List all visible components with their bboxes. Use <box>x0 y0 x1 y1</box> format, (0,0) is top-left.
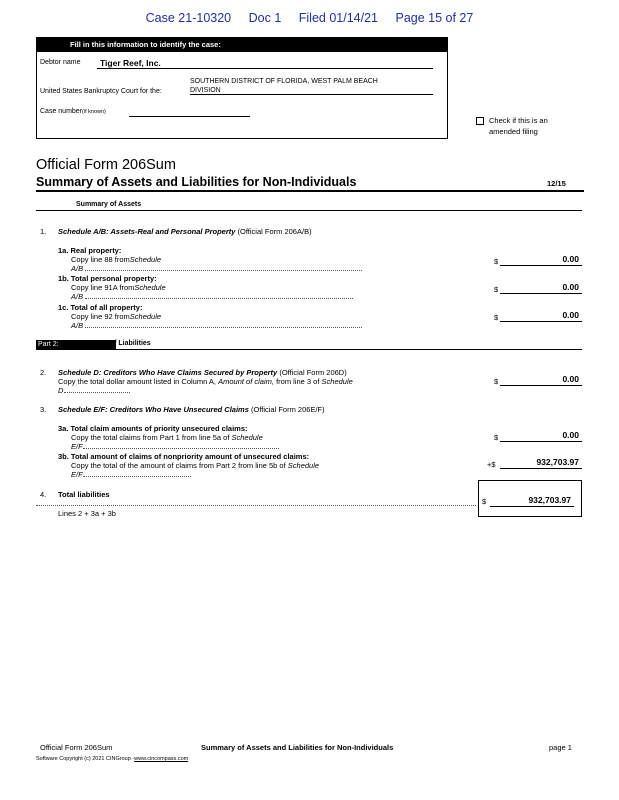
total-amount-line <box>490 506 574 507</box>
amended-label-line1: Check if this is an <box>489 116 548 125</box>
item-2-heading <box>58 368 347 377</box>
amended-filing-checkbox[interactable] <box>476 117 484 125</box>
form-version: 12/15 <box>547 179 566 188</box>
item-1-heading <box>58 227 312 236</box>
item-3b-leader <box>83 476 191 477</box>
footer-title: Summary of Assets and Liabilities for Non-Individuals <box>201 743 394 752</box>
debtor-name-field[interactable] <box>97 58 433 69</box>
copyright-text: Software Copyright (c) 2021 CINGroup - <box>36 756 135 762</box>
item-2-text-b: from line 3 of <box>276 377 320 386</box>
debtor-name-value: Tiger Reef, Inc. <box>100 58 161 68</box>
item-1b-copy-text: Copy line 91A from <box>71 283 135 292</box>
item-3a-amount: 0.00 <box>562 430 579 440</box>
item-3b-amount-line <box>500 468 582 469</box>
item-1b-leader <box>85 298 353 299</box>
item-1c-schedule: Schedule <box>129 312 162 321</box>
item-3a-dollar: $ <box>494 433 499 442</box>
footer-copyright <box>36 756 188 762</box>
item-3b-copy-text: Copy the total of the amount of claims from Part 2 from line 5b of <box>71 461 286 470</box>
item-1b-schedule: Schedule <box>134 283 166 292</box>
item-4-number: 4. <box>40 490 47 499</box>
case-identification-box <box>36 37 448 139</box>
item-1c-dollar: $ <box>494 313 499 322</box>
item-1a-leader <box>85 270 362 271</box>
item-3b-prefix: +$ <box>487 460 496 469</box>
court-value-line2: DIVISION <box>190 87 221 94</box>
item-1a-dollar: $ <box>494 257 499 266</box>
item-2-ref: (Official Form 206D) <box>279 368 347 377</box>
item-3a-amount-line <box>500 441 582 442</box>
item-3b-ef: E/F <box>71 470 83 479</box>
item-1b-amount-line <box>500 293 582 294</box>
doc-number: Doc 1 <box>248 11 282 25</box>
item-2-text-a: Copy the total dollar amount listed in Column A, <box>58 377 217 386</box>
assets-rule <box>36 210 582 211</box>
title-rule <box>36 190 584 192</box>
item-1b-amount: 0.00 <box>562 282 579 292</box>
item-1c-label: 1c. Total of all property: <box>58 303 143 312</box>
item-3a-leader <box>83 448 279 449</box>
item-2-dollar: $ <box>494 377 499 386</box>
item-1c-amount-line <box>500 321 582 322</box>
case-number-label-group <box>40 108 106 115</box>
item-3a-label: 3a. Total claim amounts of priority unsecured claims: <box>58 424 248 433</box>
part-2-label: Part 2: <box>38 341 59 348</box>
item-2-schedule2: Schedule <box>321 377 353 386</box>
item-2-amount: 0.00 <box>562 374 579 384</box>
item-1b-copy <box>71 283 166 292</box>
case-number-field[interactable] <box>129 108 250 117</box>
total-leader <box>36 505 476 506</box>
item-3-heading <box>58 405 325 414</box>
item-1c-ab: A/B <box>71 321 84 330</box>
item-2-d: D <box>58 386 64 395</box>
item-1c-leader <box>85 327 362 328</box>
item-3a-copy-text: Copy the total claims from Part 1 from line 5a of <box>71 433 230 442</box>
item-1c-copy <box>71 312 161 321</box>
item-3-ref: (Official Form 206E/F) <box>250 405 325 414</box>
item-1-ref: (Official Form 206A/B) <box>237 227 312 236</box>
item-1-number: 1. <box>40 227 47 236</box>
item-3a-copy <box>71 433 263 442</box>
item-1a-label: 1a. Real property: <box>58 246 122 255</box>
idbox-title: Fill in this information to identify the case: <box>37 38 447 52</box>
filed-date: Filed 01/14/21 <box>298 11 378 25</box>
item-1a-copy <box>71 255 161 264</box>
item-2-column: Amount of claim, <box>218 377 274 386</box>
item-2-text <box>58 377 353 386</box>
item-3a-schedule: Schedule <box>231 433 263 442</box>
case-number-hint: (if known) <box>82 109 106 115</box>
court-field[interactable] <box>190 87 433 95</box>
liabilities-heading: Summary of Liabilities <box>76 340 151 347</box>
item-3b-schedule: Schedule <box>287 461 320 470</box>
case-number: Case 21-10320 <box>145 11 232 25</box>
item-1b-dollar: $ <box>494 285 499 294</box>
item-1a-schedule: Schedule <box>129 255 162 264</box>
item-1a-amount: 0.00 <box>562 254 579 264</box>
total-dollar: $ <box>482 497 487 506</box>
item-3-number: 3. <box>40 405 47 414</box>
item-3a-ef: E/F <box>71 442 83 451</box>
footer-form-name: Official Form 206Sum <box>40 743 113 752</box>
total-liabilities-label: Total liabilities <box>58 490 110 499</box>
item-1-schedule: Schedule A/B: Assets-Real and Personal Property <box>58 227 236 236</box>
item-3b-amount: 932,703.97 <box>536 457 579 467</box>
item-1c-amount: 0.00 <box>562 310 579 320</box>
case-header <box>0 11 619 25</box>
item-1a-copy-text: Copy line 88 from <box>71 255 130 264</box>
liabilities-rule <box>36 349 582 350</box>
item-2-leader <box>64 392 130 393</box>
item-1b-label: 1b. Total personal property: <box>58 274 157 283</box>
total-formula: Lines 2 + 3a + 3b <box>58 509 116 518</box>
item-1c-copy-text: Copy line 92 from <box>71 312 130 321</box>
case-number-label: Case number <box>40 108 83 115</box>
court-label: United States Bankruptcy Court for the: <box>40 88 162 95</box>
form-title: Summary of Assets and Liabilities for Non-Individuals <box>36 175 357 189</box>
form-name: Official Form 206Sum <box>36 157 176 173</box>
item-3b-copy <box>71 461 319 470</box>
item-1a-amount-line <box>500 265 582 266</box>
debtor-name-label: Debtor name <box>40 59 81 66</box>
item-2-number: 2. <box>40 368 47 377</box>
amended-label-line2: amended filing <box>489 127 538 136</box>
assets-heading: Summary of Assets <box>76 201 142 208</box>
footer-page: page 1 <box>549 743 572 752</box>
copyright-link[interactable]: www.cincompass.com <box>134 756 189 762</box>
item-2-schedule: Schedule D: Creditors Who Have Claims Secured by Property <box>58 368 278 377</box>
item-2-amount-line <box>500 385 582 386</box>
item-3b-label: 3b. Total amount of claims of nonpriority amount of unsecured claims: <box>58 452 310 461</box>
item-1a-ab: A/B <box>71 264 84 273</box>
page-indicator: Page 15 of 27 <box>395 11 474 25</box>
court-value-line1: SOUTHERN DISTRICT OF FLORIDA, WEST PALM BEACH <box>190 78 378 85</box>
total-liabilities-amount: 932,703.97 <box>528 495 571 505</box>
item-1b-ab: A/B <box>71 292 84 301</box>
item-3-schedule: Schedule E/F: Creditors Who Have Unsecured Claims <box>58 405 249 414</box>
